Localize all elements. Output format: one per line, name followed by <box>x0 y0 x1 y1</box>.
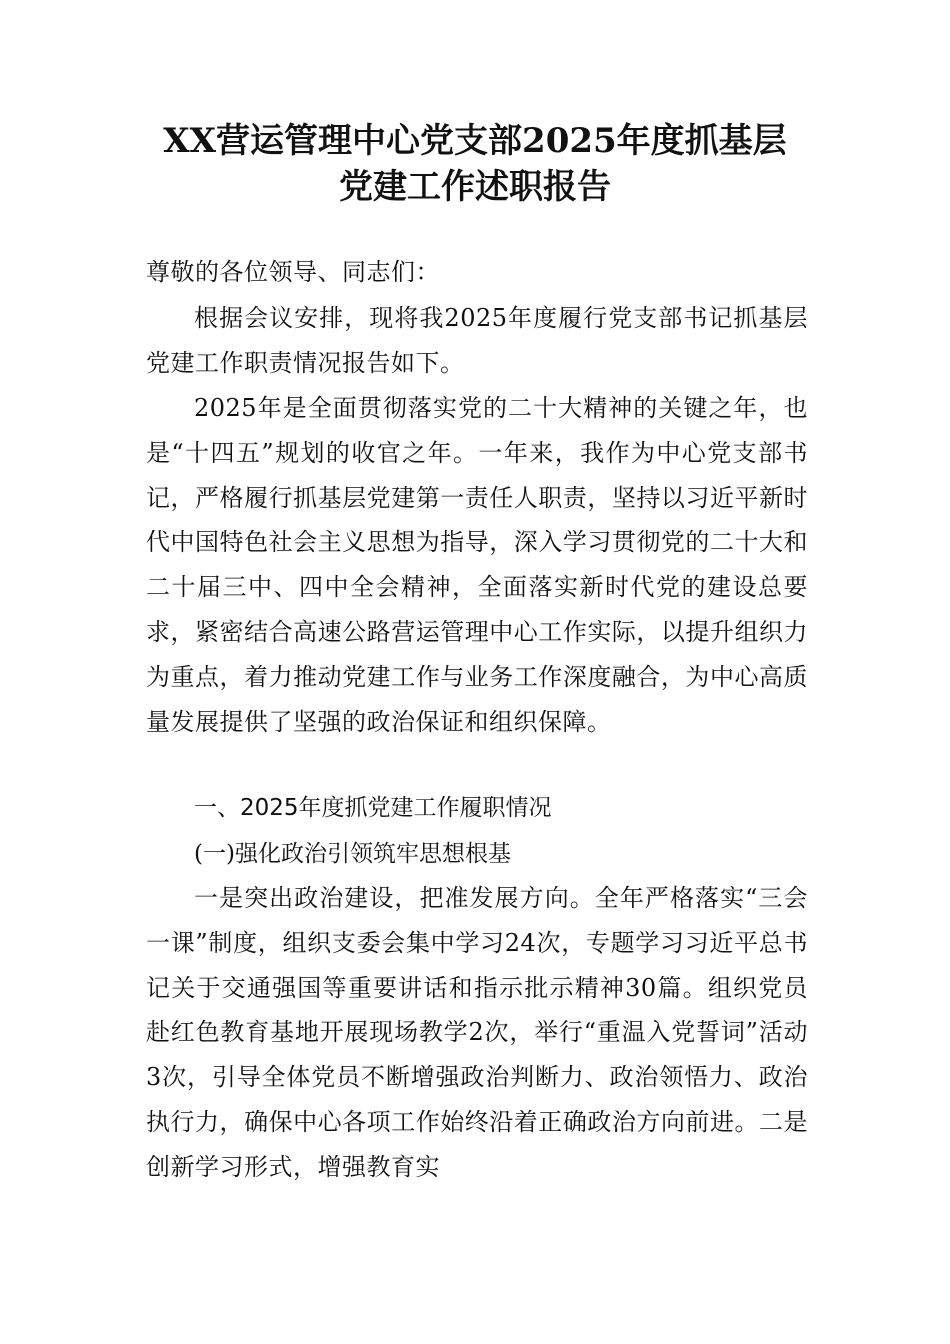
paragraph-political-building: 一是突出政治建设，把准发展方向。全年严格落实“三会一课”制度，组织支委会集中学习24次，专题学习习近平总书记关于交通强国等重要讲话和指示批示精神30篇。组织党员赴红色教育基地开展现场教学2次，举行“重温入党誓词”活动3次，引导全体党员不断增强政治判断力、政治领悟力、政治执行力，确保中心各项工作始终沿着正确政治方向前进。二是创新学习形式，增强教育实 <box>146 884 808 1181</box>
paragraph-overview: 2025年是全面贯彻落实党的二十大精神的关键之年，也是“十四五”规划的收官之年。一年来，我作为中心党支部书记，严格履行抓基层党建第一责任人职责，坚持以习近平新时代中国特色社会主义思想为指导，深入学习贯彻党的二十大和二十届三中、四中全会精神，全面落实新时代党的建设总要求，紧密结合高速公路营运管理中心工作实际，以提升组织力为重点，着力推动党建工作与业务工作深度融合，为中心高质量发展提供了坚强的政治保证和组织保障。 <box>146 394 808 736</box>
salutation: 尊敬的各位领导、同志们： <box>146 258 440 286</box>
section-heading: 一、2025年度抓党建工作履职情况 <box>194 795 552 821</box>
document-title-line-1: XX营运管理中心党支部2025年度抓基层 <box>163 121 787 161</box>
subsection-heading: (一)强化政治引领筑牢思想根基 <box>194 841 511 867</box>
document-title-line-2: 党建工作述职报告 <box>339 167 611 207</box>
paragraph-intro: 根据会议安排，现将我2025年度履行党支部书记抓基层党建工作职责情况报告如下。 <box>146 304 808 377</box>
